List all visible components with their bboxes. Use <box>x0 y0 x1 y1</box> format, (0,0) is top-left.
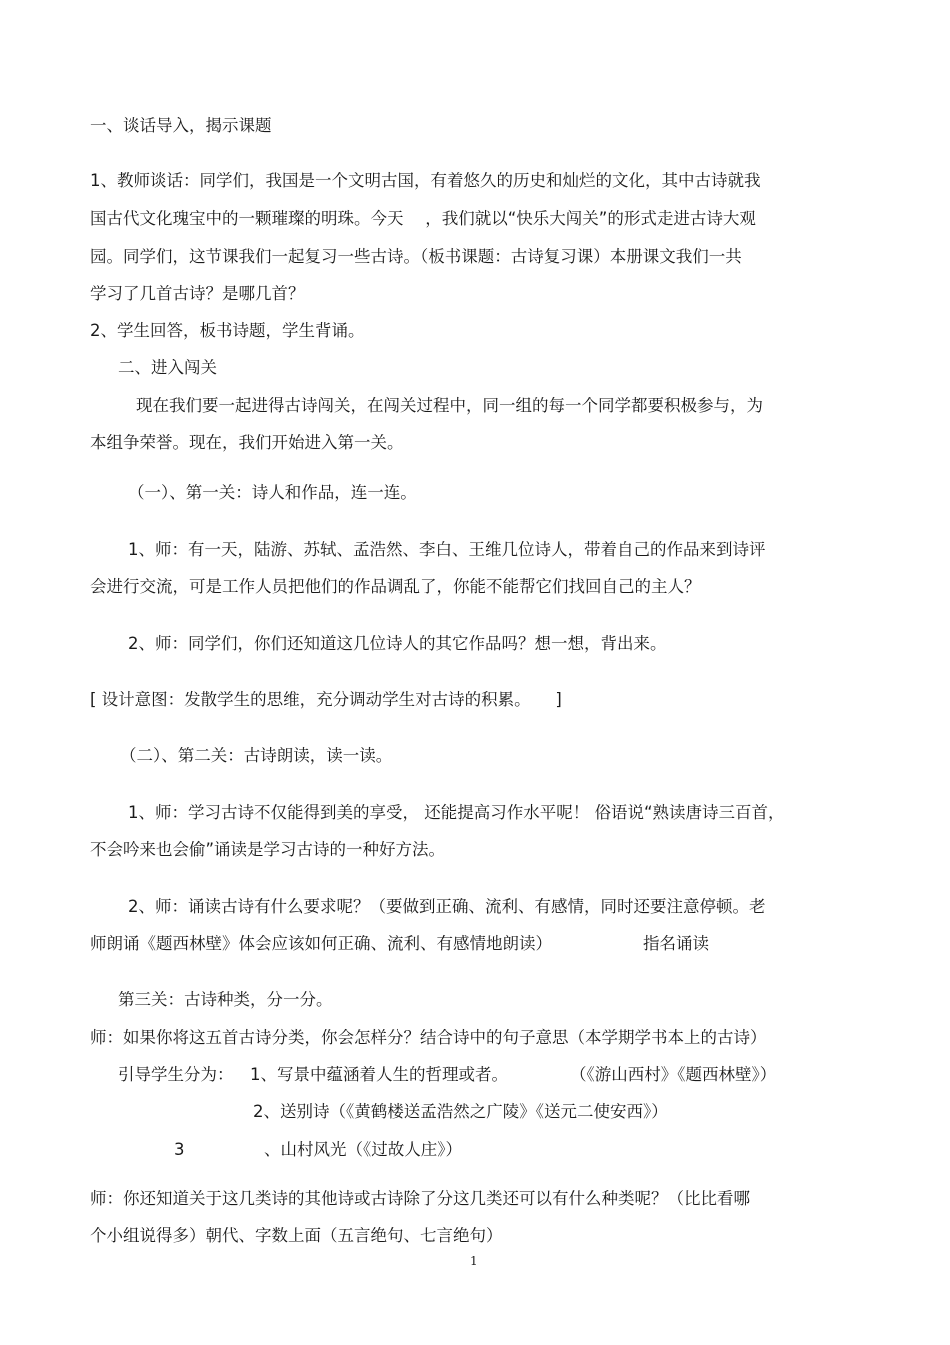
paragraph-line: （《游山西村》《题西林壁》） <box>570 1065 777 1084</box>
paragraph-line: 1、教师谈话：同学们，我国是一个文明古国，有着悠久的历史和灿烂的文化，其中古诗就我 <box>90 171 761 190</box>
paragraph-line: 现在我们要一起进得古诗闯关，在闯关过程中，同一组的每一个同学都要积极参与，为 <box>136 396 763 415</box>
paragraph-line: 师：你还知道关于这几类诗的其他诗或古诗除了分这几类还可以有什么种类呢？（比比看哪 <box>90 1189 750 1208</box>
paragraph-line: 本组争荣誉。现在，我们开始进入第一关。 <box>90 433 404 452</box>
paragraph-line: 个小组说得多）朝代、字数上面（五言绝句、七言绝句） <box>90 1226 503 1245</box>
paragraph-line: 1、师：有一天，陆游、苏轼、孟浩然、李白、王维几位诗人，带着自己的作品来到诗评 <box>128 540 766 559</box>
paragraph-line: 学习了几首古诗？是哪几首？ <box>90 284 305 303</box>
section1-heading: 一、谈话导入，揭示课题 <box>90 116 272 135</box>
paragraph-line: 2、师：诵读古诗有什么要求呢？（要做到正确、流利、有感情，同时还要注意停顿。老 <box>128 897 766 916</box>
paragraph-line: 2、送别诗（《黄鹤楼送孟浩然之广陵》《送元二使安西》） <box>253 1102 668 1121</box>
paragraph-line: 国古代文化瑰宝中的一颗璀璨的明珠。今天 ，我们就以“快乐大闯关”的形式走进古诗大观 <box>90 209 756 228</box>
paragraph-line: 1、写景中蕴涵着人生的哲理或者。 <box>250 1065 508 1084</box>
level2-heading: （二）、第二关：古诗朗读，读一读。 <box>120 746 393 765</box>
paragraph-line: 园。同学们，这节课我们一起复习一些古诗。（板书课题：古诗复习课）本册课文我们一共 <box>90 247 742 266</box>
paragraph-line: 会进行交流，可是工作人员把他们的作品调乱了，你能不能帮它们找回自己的主人？ <box>90 577 701 596</box>
paragraph-line: 师朗诵《题西林壁》体会应该如何正确、流利、有感情地朗读） <box>90 934 552 953</box>
paragraph-line: 2、师：同学们，你们还知道这几位诗人的其它作品吗？想一想，背出来。 <box>128 634 667 653</box>
level3-heading: 第三关：古诗种类，分一分。 <box>118 990 333 1009</box>
paragraph-line: 师：如果你将这五首古诗分类，你会怎样分？结合诗中的句子意思（本学期学书本上的古诗） <box>90 1028 767 1047</box>
paragraph-line: 3 <box>174 1140 185 1159</box>
page-number: 1 <box>470 1254 478 1268</box>
paragraph-line: 引导学生分为： <box>118 1065 234 1084</box>
paragraph-line: 不会吟来也会偷”诵读是学习古诗的一种好方法。 <box>90 840 446 859</box>
paragraph-line: 、山村风光（《过故人庄》） <box>264 1140 462 1159</box>
paragraph-line: 2、学生回答，板书诗题，学生背诵。 <box>90 321 365 340</box>
level1-heading: （一）、第一关：诗人和作品，连一连。 <box>128 483 417 502</box>
paragraph-line: 1、师：学习古诗不仅能得到美的享受， 还能提高习作水平呢！ 俗语说“熟读唐诗三百首， <box>128 803 785 822</box>
section2-heading: 二、进入闯关 <box>118 358 217 377</box>
design-intent: [ 设计意图：发散学生的思维，充分调动学生对古诗的积累。 ] <box>90 690 562 709</box>
paragraph-line: 指名诵读 <box>643 934 709 953</box>
